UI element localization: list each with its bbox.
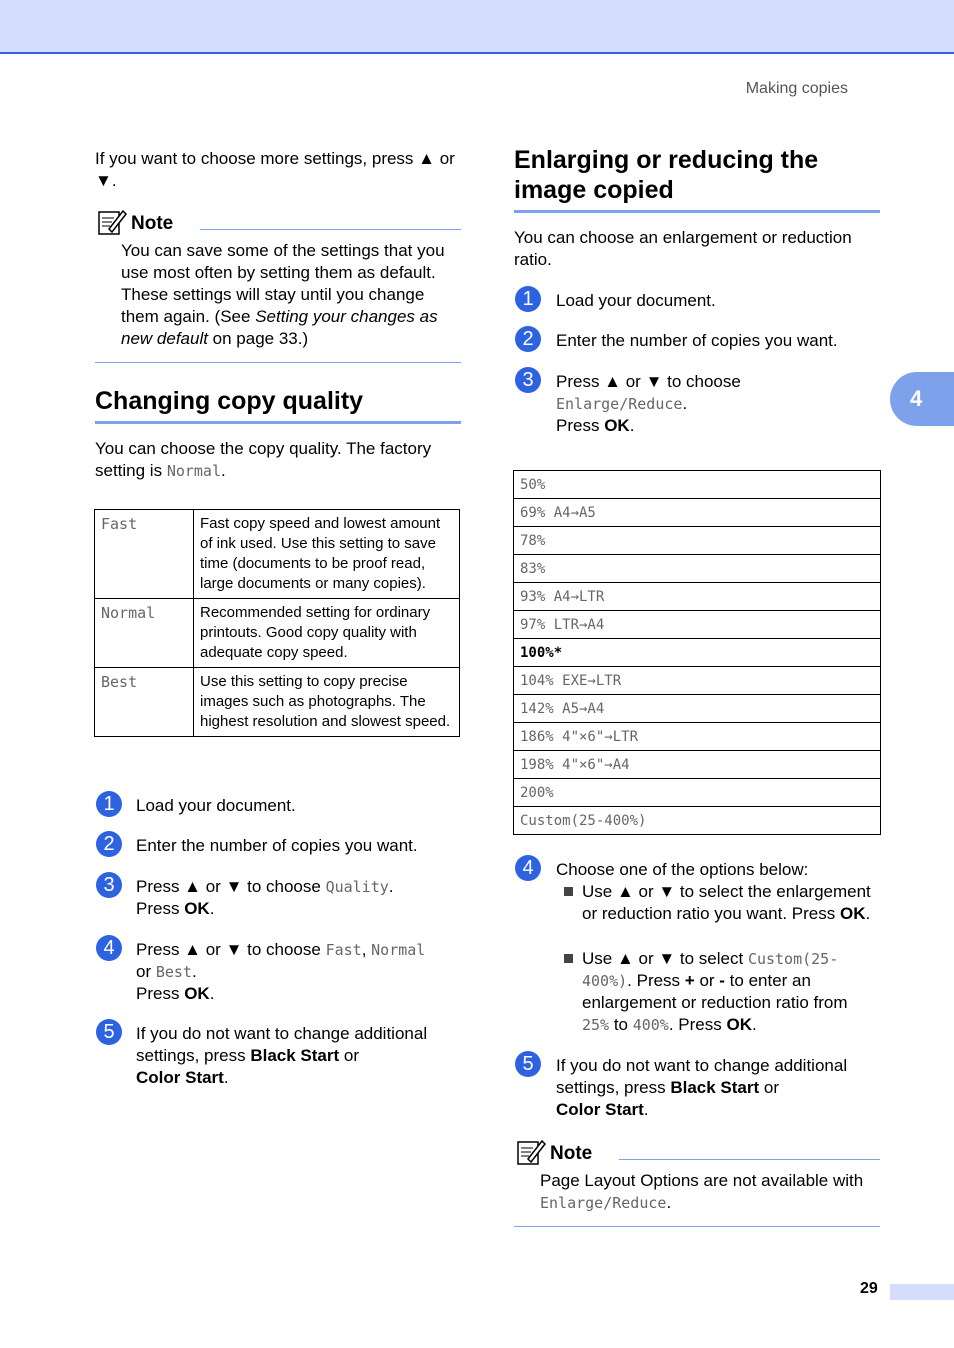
table-row [95,510,460,599]
quality-name: Normal [95,599,194,668]
quality-desc: Recommended setting for ordinary printouts. Good copy quality with adequate copy speed. [194,599,460,668]
bullet-square-icon [564,887,573,896]
note-title: Note [131,213,174,234]
step-number: 1 [515,286,541,312]
step-text: If you do not want to change additional settings, press Black Start or Color Start. [136,1024,428,1087]
step-text: Press ▲ or ▼ to choose Enlarge/Reduce. Press OK. [556,372,741,435]
step-number: 4 [515,855,541,881]
ratio-cell: 104% EXE→LTR [514,667,881,695]
ratio-cell: 142% A5→A4 [514,695,881,723]
page-number-bar [890,1284,954,1300]
ratio-cell: 78% [514,527,881,555]
table-row [514,611,881,639]
step-number: 2 [96,831,122,857]
section-intro: You can choose the copy quality. The factory setting is Normal. [95,439,432,480]
table-row [514,583,881,611]
step-text: If you do not want to change additional settings, press Black Start or Color Start. [556,1056,848,1119]
ratio-cell: 83% [514,555,881,583]
note-top-rule [619,1159,880,1160]
section-title-enlarge-reduce: Enlarging or reducing the image copied [514,146,819,204]
step-number: 3 [96,872,122,898]
ratio-cell: 93% A4→LTR [514,583,881,611]
note-text: Page Layout Options are not available with Enlarge/Reduce. [540,1171,864,1212]
step-text: Load your document. [136,796,296,815]
ratio-table [513,470,881,835]
quality-desc: Fast copy speed and lowest amount of ink used. Use this setting to save time (documents to be proof read, large documents or many copies). [194,510,460,599]
ratio-cell: 97% LTR→A4 [514,611,881,639]
step-text: Load your document. [556,291,716,310]
step-number: 3 [515,367,541,393]
table-row [95,668,460,737]
note-title: Note [550,1143,593,1164]
table-row [514,779,881,807]
note-text: You can save some of the settings that you use most often by setting them as default. These settings will stay until you change them again. (See Setting your changes as new default on page 33.) [121,241,445,348]
running-head: Making copies [745,80,848,97]
note-bottom-rule [95,362,461,363]
table-row [95,599,460,668]
step-text: Press ▲ or ▼ to choose Fast, Normal or Best. Press OK. [136,940,426,1003]
table-row [514,751,881,779]
quality-name: Fast [95,510,194,599]
table-row [514,527,881,555]
table-row [514,695,881,723]
ratio-cell: 198% 4"×6"→A4 [514,751,881,779]
step-number: 4 [96,935,122,961]
top-banner [0,0,954,54]
chapter-tab: 4 [890,372,954,426]
step-number: 5 [96,1019,122,1045]
section-intro: You can choose an enlargement or reduction ratio. [514,228,852,269]
ratio-cell: 200% [514,779,881,807]
step-number: 1 [96,791,122,817]
ratio-cell-default: 100%* [514,639,881,667]
section-title-copy-quality: Changing copy quality [95,387,364,415]
table-row [514,807,881,835]
table-row [514,723,881,751]
step-text: Enter the number of copies you want. [556,331,838,350]
quality-desc: Use this setting to copy precise images such as photographs. The highest resolution and slowest speed. [194,668,460,737]
step-text: Enter the number of copies you want. [136,836,418,855]
note-bottom-rule [514,1226,880,1227]
table-row [514,471,881,499]
section-rule [95,421,461,424]
ratio-cell: Custom(25-400%) [514,807,881,835]
table-row [514,639,881,667]
ratio-cell: 69% A4→A5 [514,499,881,527]
quality-table [94,509,460,737]
note-pencil-icon [516,1137,546,1167]
step-number: 5 [515,1051,541,1077]
bullet-square-icon [564,954,573,963]
ratio-cell: 50% [514,471,881,499]
note-pencil-icon [97,207,127,237]
table-row [514,667,881,695]
intro-text: If you want to choose more settings, press ▲ or ▼. [95,149,455,190]
note-top-rule [200,229,461,230]
option-bullet: Use ▲ or ▼ to select Custom(25-400%). Press + or - to enter an enlargement or reduction ratio from 25% to 400%. Press OK. [582,949,848,1034]
page-number: 29 [860,1280,878,1297]
quality-name: Best [95,668,194,737]
option-bullet: Use ▲ or ▼ to select the enlargement or reduction ratio you want. Press OK. [582,882,871,923]
table-row [514,555,881,583]
step-text: Choose one of the options below: [556,860,809,879]
step-number: 2 [515,326,541,352]
step-text: Press ▲ or ▼ to choose Quality. Press OK. [136,877,394,918]
table-row [514,499,881,527]
ratio-cell: 186% 4"×6"→LTR [514,723,881,751]
section-rule [514,210,880,213]
